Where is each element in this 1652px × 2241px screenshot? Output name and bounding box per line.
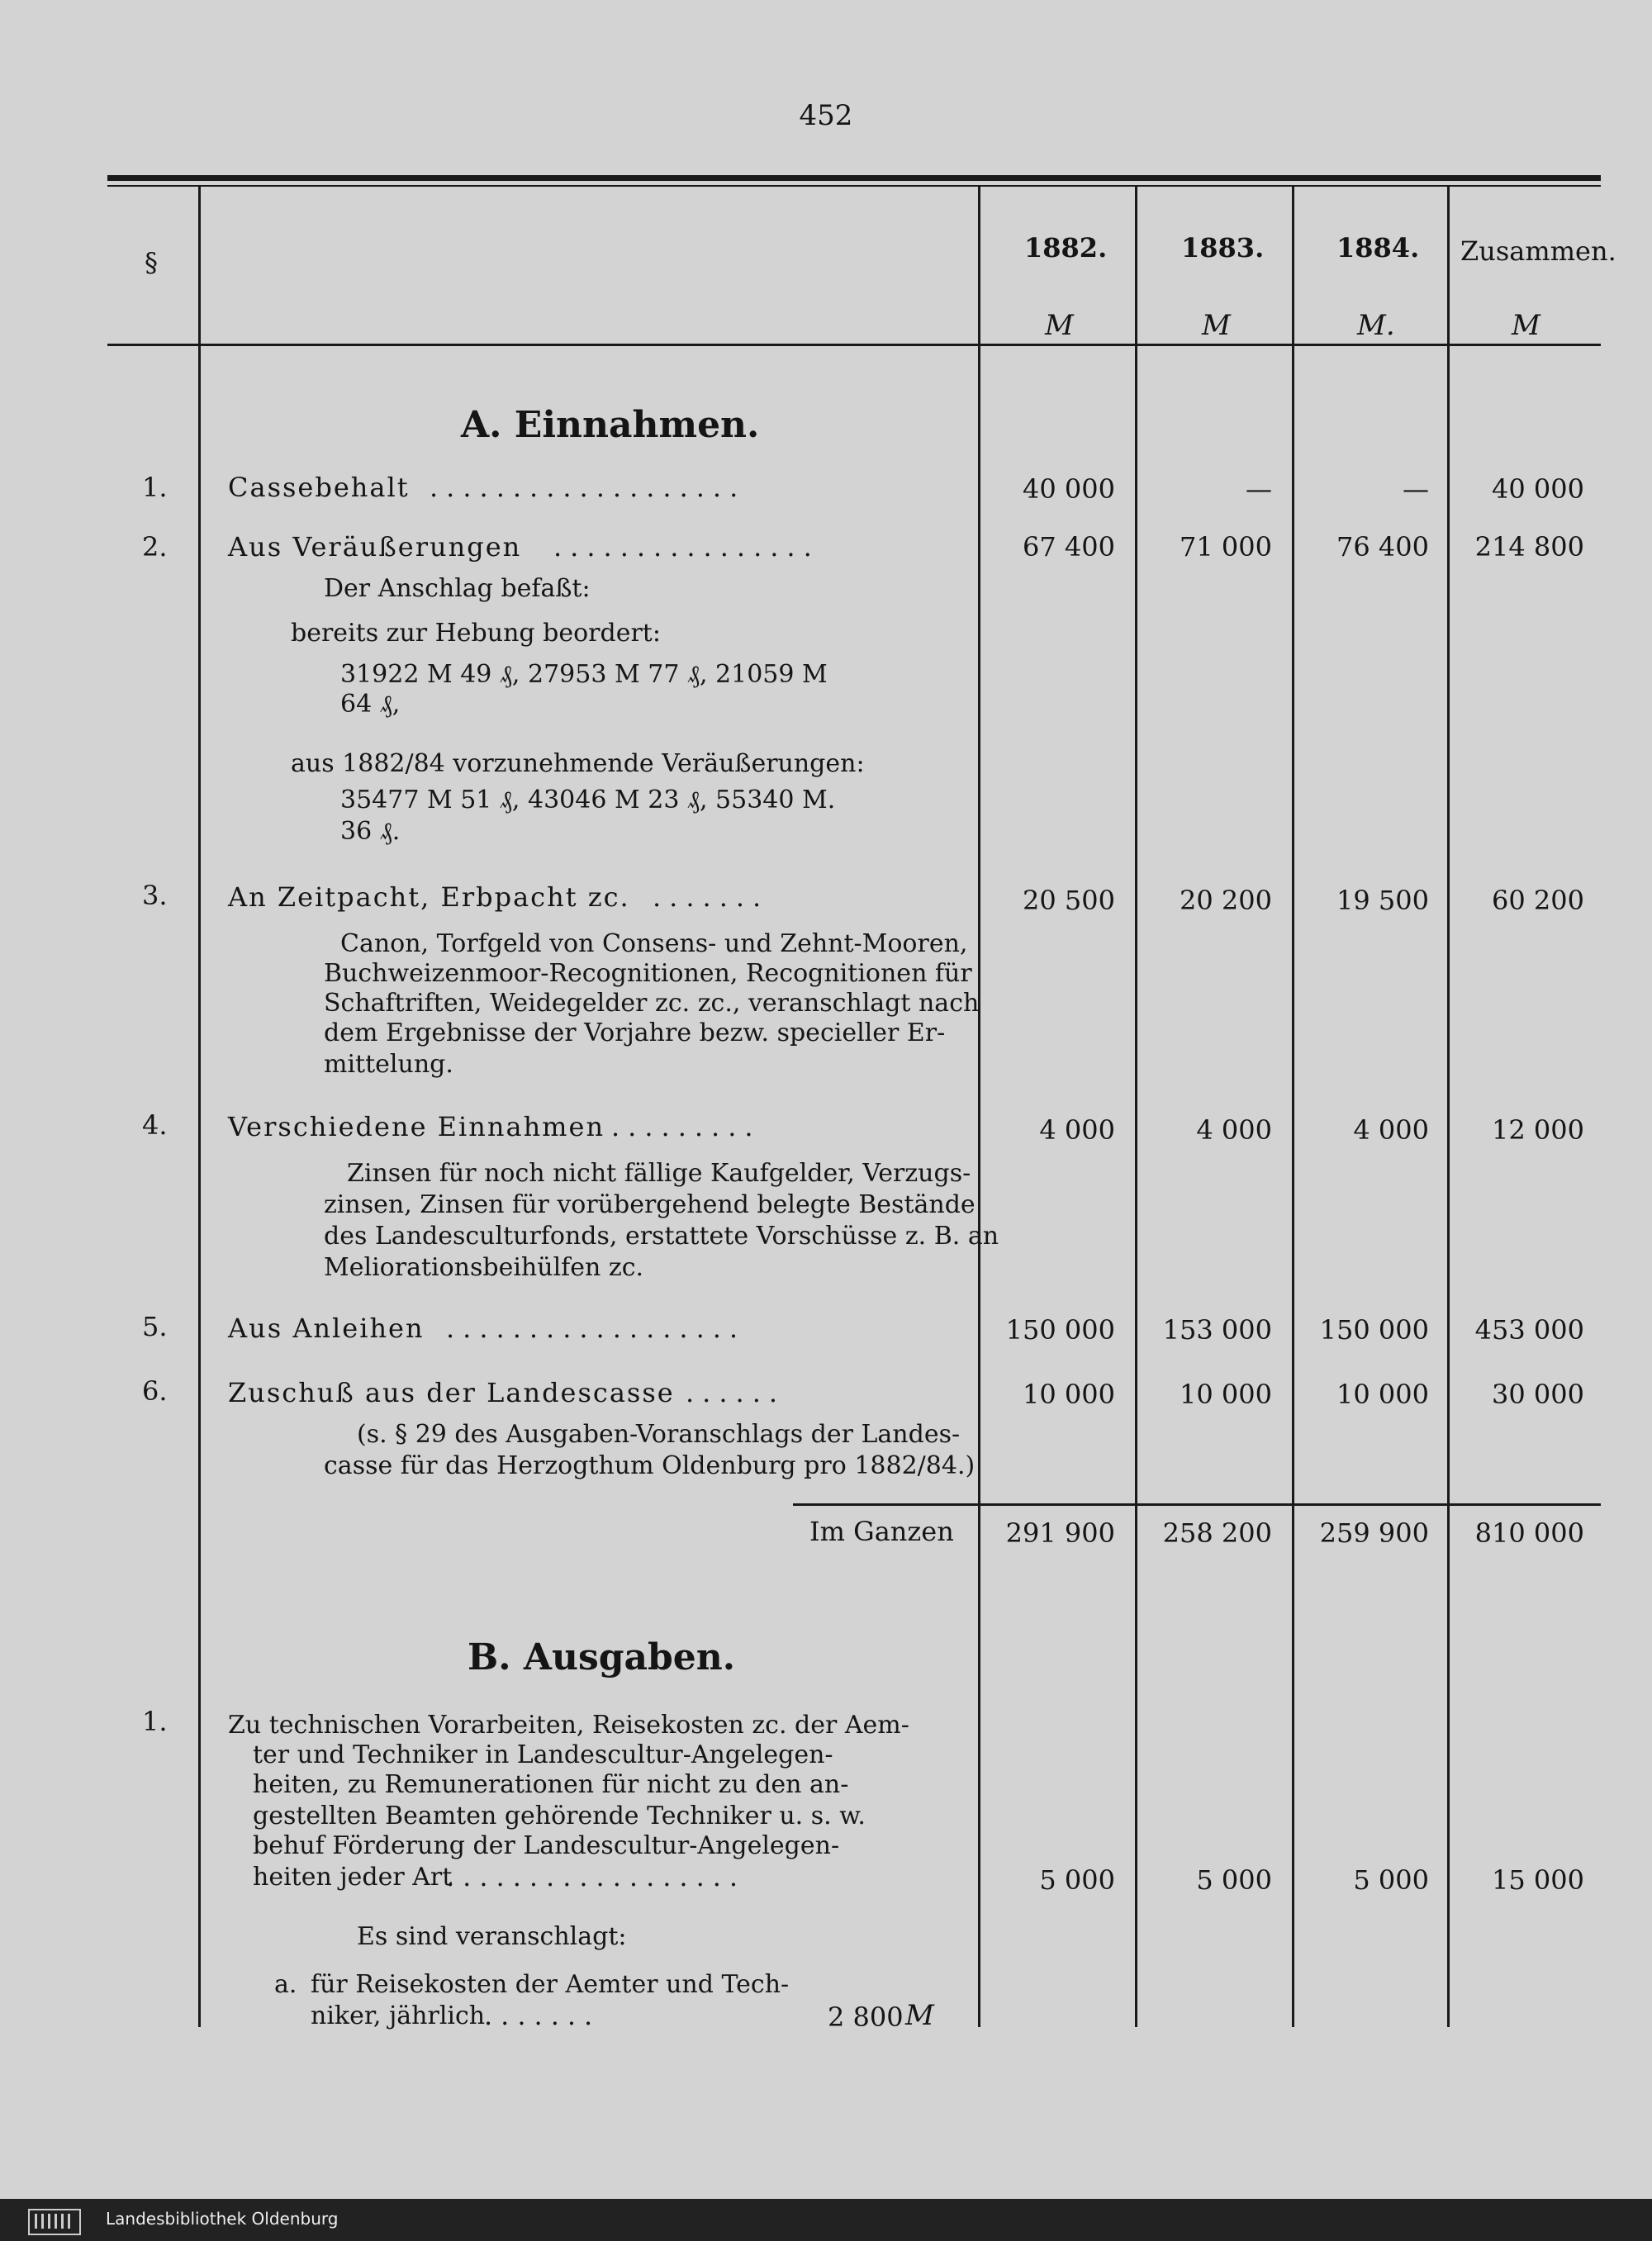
header-currency-1884: M.	[1357, 309, 1395, 342]
row-label-line: heiten jeder Art	[253, 1863, 453, 1892]
header-rule	[107, 344, 1601, 346]
leader-dots: .........	[611, 1111, 762, 1142]
col-rule-section	[198, 185, 201, 2027]
note-line: 31922 M 49 ₰, 27953 M 77 ₰, 21059 M	[340, 660, 828, 689]
note-line: casse für das Herzogthum Oldenburg pro 1882/84.)	[324, 1451, 976, 1480]
header-currency-total: M	[1512, 309, 1540, 342]
value-1884: 19 500	[1336, 885, 1429, 916]
value-1884: 4 000	[1353, 1114, 1429, 1146]
value-total: 15 000	[1492, 1864, 1584, 1896]
note-line: des Landesculturfonds, erstattete Vorschüsse z. B. an	[324, 1222, 999, 1251]
value-1882: 5 000	[1039, 1864, 1115, 1896]
sum-1884: 259 900	[1319, 1517, 1429, 1549]
footer-text: Landesbibliothek Oldenburg	[106, 2209, 339, 2229]
value-1884: —	[1403, 473, 1429, 505]
note-line: Canon, Torfgeld von Consens- und Zehnt-Mooren,	[340, 929, 968, 958]
library-logo-icon	[28, 2209, 81, 2235]
row-label-line: Zu technischen Vorarbeiten, Reisekosten zc. der Aem-	[228, 1711, 909, 1740]
sub-item-line: niker, jährlich	[311, 2001, 486, 2030]
header-1884: 1884.	[1336, 232, 1420, 264]
section-b-title: B. Ausgaben.	[468, 1636, 736, 1678]
row-number: 4.	[142, 1109, 168, 1141]
sub-item-amount: 2 800	[828, 2001, 904, 2033]
col-rule-1882	[978, 185, 980, 2027]
row-number: 1.	[142, 472, 168, 503]
value-1884: 76 400	[1336, 531, 1429, 563]
value-1883: 153 000	[1162, 1314, 1272, 1346]
value-1883: 20 200	[1180, 885, 1272, 916]
note-head: Es sind veranschlagt:	[357, 1922, 627, 1951]
row-label: Verschiedene Einnahmen	[228, 1111, 605, 1142]
header-1883: 1883.	[1181, 232, 1265, 264]
footer-bar	[0, 2199, 1652, 2241]
note-line: dem Ergebnisse der Vorjahre bezw. specieller Er-	[324, 1018, 946, 1047]
value-total: 214 800	[1474, 531, 1584, 563]
header-section: §	[145, 247, 158, 278]
row-label-line: behuf Förderung der Landescultur-Angelegen-	[253, 1831, 840, 1860]
note-line: Buchweizenmoor-Recognitionen, Recognitionen für	[324, 959, 972, 988]
sum-rule	[793, 1503, 1601, 1506]
row-label: Aus Veräußerungen	[228, 531, 522, 563]
table-top-rule	[107, 175, 1601, 181]
value-1882: 40 000	[1023, 473, 1115, 505]
leader-dots: ......	[686, 1377, 786, 1408]
value-1883: 4 000	[1196, 1114, 1272, 1146]
leader-dots: .......	[653, 881, 770, 913]
header-total: Zusammen.	[1460, 235, 1616, 267]
leader-dots: ...................	[430, 472, 747, 503]
row-label: An Zeitpacht, Erbpacht zc.	[228, 881, 630, 913]
row-number: 3.	[142, 880, 168, 911]
note-line: (s. § 29 des Ausgaben-Voranschlags der Landes-	[357, 1420, 961, 1449]
leader-dots: ................	[553, 531, 820, 563]
value-1883: —	[1246, 473, 1272, 505]
col-rule-1884	[1292, 185, 1294, 2027]
note-line: bereits zur Hebung beordert:	[291, 619, 661, 648]
note-line: 36 ₰.	[340, 817, 401, 846]
sum-total: 810 000	[1474, 1517, 1584, 1549]
note-line: aus 1882/84 vorzunehmende Veräußerungen:	[291, 749, 865, 778]
leader-dots: ..................	[446, 1313, 747, 1344]
leader-dots: .......	[484, 2000, 601, 2031]
note-line: mittelung.	[324, 1050, 453, 1079]
value-total: 30 000	[1492, 1379, 1584, 1410]
row-label-line: gestellten Beamten gehörende Techniker u. s. w.	[253, 1802, 866, 1830]
row-number: 5.	[142, 1311, 168, 1342]
note-line: Meliorationsbeihülfen zc.	[324, 1253, 644, 1282]
value-1883: 10 000	[1180, 1379, 1272, 1410]
sub-item-line: für Reisekosten der Aemter und Tech-	[311, 1970, 790, 1999]
table-top-rule-thin	[107, 185, 1601, 187]
row-number: 1.	[142, 1706, 168, 1737]
sum-label: Im Ganzen	[809, 1516, 954, 1547]
note-line: Zinsen für noch nicht fällige Kaufgelder, Verzugs-	[347, 1159, 971, 1188]
note-line: 35477 M 51 ₰, 43046 M 23 ₰, 55340 M.	[340, 786, 836, 814]
row-number: 2.	[142, 531, 168, 563]
value-total: 12 000	[1492, 1114, 1584, 1146]
value-total: 60 200	[1492, 885, 1584, 916]
sub-item-letter: a.	[274, 1970, 297, 1999]
page-number: 452	[799, 99, 853, 132]
note-line: Schaftriften, Weidegelder zc. zc., veranschlagt nach	[324, 989, 980, 1018]
row-number: 6.	[142, 1375, 168, 1407]
note-line: Der Anschlag befaßt:	[324, 574, 591, 603]
value-total: 40 000	[1492, 473, 1584, 505]
section-a-title: A. Einnahmen.	[461, 404, 760, 446]
col-rule-total	[1447, 185, 1450, 2027]
col-rule-1883	[1135, 185, 1137, 2027]
header-1882: 1882.	[1024, 232, 1108, 264]
header-currency-1882: M	[1045, 309, 1074, 342]
sum-1883: 258 200	[1162, 1517, 1272, 1549]
value-1884: 10 000	[1336, 1379, 1429, 1410]
row-label-line: heiten, zu Remunerationen für nicht zu den an-	[253, 1770, 849, 1799]
value-1882: 4 000	[1039, 1114, 1115, 1146]
row-label: Aus Anleihen	[228, 1313, 425, 1344]
value-1882: 10 000	[1023, 1379, 1115, 1410]
value-1883: 71 000	[1180, 531, 1272, 563]
note-line: 64 ₰,	[340, 690, 401, 719]
value-1883: 5 000	[1196, 1864, 1272, 1896]
value-1882: 67 400	[1023, 531, 1115, 563]
value-1884: 5 000	[1353, 1864, 1429, 1896]
sub-item-currency: M	[905, 1999, 934, 2032]
row-label: Zuschuß aus der Landescasse	[228, 1377, 675, 1408]
header-currency-1883: M	[1202, 309, 1231, 342]
leader-dots: ..................	[446, 1861, 747, 1892]
value-1884: 150 000	[1319, 1314, 1429, 1346]
value-1882: 20 500	[1023, 885, 1115, 916]
value-1882: 150 000	[1005, 1314, 1115, 1346]
note-line: zinsen, Zinsen für vorübergehend belegte Bestände	[324, 1190, 976, 1219]
value-total: 453 000	[1474, 1314, 1584, 1346]
row-label-line: ter und Techniker in Landescultur-Angelegen-	[253, 1740, 833, 1769]
row-label: Cassebehalt	[228, 472, 410, 503]
sum-1882: 291 900	[1005, 1517, 1115, 1549]
